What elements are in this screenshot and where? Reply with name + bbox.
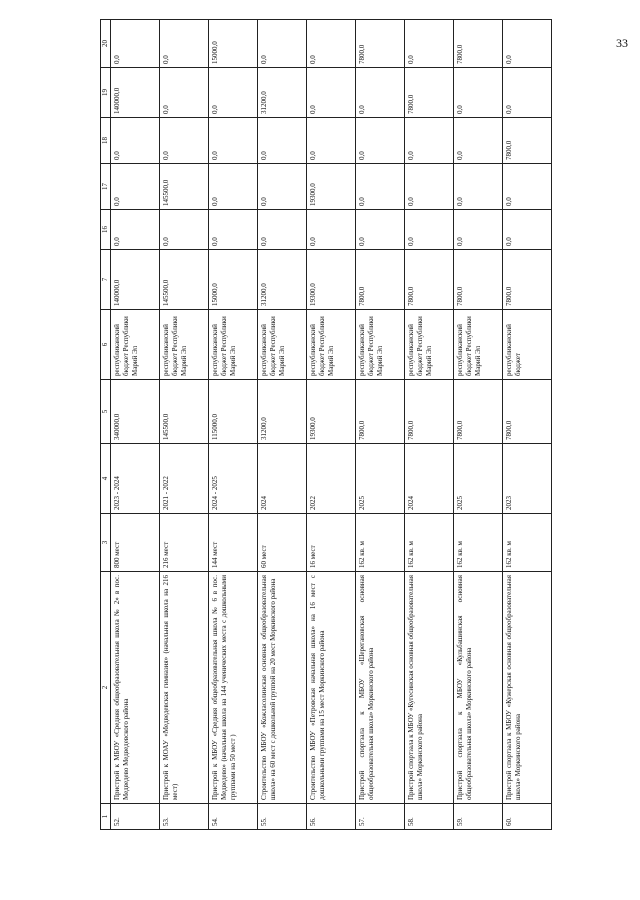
funding-source: республиканский бюджет Республики Марий Эл — [209, 310, 258, 380]
value-col-17: 0,0 — [111, 164, 160, 210]
value-col-17: 0,0 — [209, 164, 258, 210]
value-col-7: 19300,0 — [307, 250, 356, 310]
row-number: 58. — [405, 804, 454, 830]
funding-source: республиканский бюджет Республики Марий Эл — [111, 310, 160, 380]
value-col-18: 0,0 — [111, 118, 160, 164]
col-header: 1 — [101, 804, 111, 830]
value-col-7: 7800,0 — [356, 250, 405, 310]
object-name: Пристрой спортзала к МБОУ «Кульбашинская основная общеобразовательная школа» Моркинского района — [454, 572, 503, 804]
value-col-7: 7800,0 — [503, 250, 552, 310]
total-cost: 7800,0 — [405, 380, 454, 444]
col-header: 16 — [101, 210, 111, 250]
col-header: 7 — [101, 250, 111, 310]
page-number: 33 — [616, 36, 628, 50]
funding-source: республиканский бюджет Республики Марий Эл — [356, 310, 405, 380]
value-col-20: 0,0 — [258, 20, 307, 68]
value-col-20: 7800,0 — [454, 20, 503, 68]
rotated-table-container — [100, 20, 590, 830]
capacity: 144 мест — [209, 514, 258, 572]
object-name: Строительство МБОУ «Петровская начальная школа» на 16 мест с дошкольными группами на 15 мест Моркинского района — [307, 572, 356, 804]
value-col-16: 0,0 — [111, 210, 160, 250]
funding-source: республиканский бюджет Республики Марий Эл — [405, 310, 454, 380]
table-row — [209, 20, 258, 830]
value-col-20: 0,0 — [503, 20, 552, 68]
object-name: Пристрой к МБОУ «Средняя общеобразовательная школа № 6 в пос. Медведево» (начальная школа на 144 ученических места с дошкольными группами на 50 мест ) — [209, 572, 258, 804]
funding-source: республиканский бюджет Республики Марий Эл — [307, 310, 356, 380]
row-number: 60. — [503, 804, 552, 830]
table-row — [111, 20, 160, 830]
landscape-page — [100, 20, 590, 830]
object-name: Пристрой к МБОУ «Средняя общеобразовательная школа № 2» в пос. Медведево Медведевского района — [111, 572, 160, 804]
value-col-19: 140000,0 — [111, 68, 160, 118]
value-col-18: 7800,0 — [503, 118, 552, 164]
value-col-20: 7800,0 — [356, 20, 405, 68]
table-row — [454, 20, 503, 830]
capacity: 162 кв. м — [454, 514, 503, 572]
total-cost: 7800,0 — [356, 380, 405, 444]
value-col-18: 0,0 — [454, 118, 503, 164]
table-row — [405, 20, 454, 830]
table-row — [356, 20, 405, 830]
value-col-18: 0,0 — [356, 118, 405, 164]
value-col-18: 0,0 — [405, 118, 454, 164]
value-col-16: 0,0 — [160, 210, 209, 250]
funding-source: республиканский бюджет Республики Марий Эл — [160, 310, 209, 380]
col-header: 2 — [101, 572, 111, 804]
table-row — [503, 20, 552, 830]
object-name: Строительство МБОУ «Кожласолинская основная общеобразовательная школа» на 60 мест с дошкольной группой на 20 мест Моркинского района — [258, 572, 307, 804]
row-number: 57. — [356, 804, 405, 830]
value-col-20: 0,0 — [405, 20, 454, 68]
value-col-19: 31200,0 — [258, 68, 307, 118]
col-header: 3 — [101, 514, 111, 572]
row-number: 56. — [307, 804, 356, 830]
object-name: Пристрой к МОАУ «Медведевская гимназия» (начальная школа на 216 мест) — [160, 572, 209, 804]
value-col-16: 0,0 — [503, 210, 552, 250]
capacity: 60 мест — [258, 514, 307, 572]
header-row — [101, 20, 111, 830]
value-col-20: 0,0 — [307, 20, 356, 68]
row-number: 53. — [160, 804, 209, 830]
period: 2025 — [454, 444, 503, 514]
table-row — [258, 20, 307, 830]
total-cost: 19300,0 — [307, 380, 356, 444]
period: 2023 - 2024 — [111, 444, 160, 514]
col-header: 18 — [101, 118, 111, 164]
value-col-7: 31200,0 — [258, 250, 307, 310]
value-col-7: 140000,0 — [111, 250, 160, 310]
value-col-17: 19300,0 — [307, 164, 356, 210]
col-header: 20 — [101, 20, 111, 68]
capacity: 162 кв. м — [356, 514, 405, 572]
row-number: 55. — [258, 804, 307, 830]
capacity: 16 мест — [307, 514, 356, 572]
total-cost: 31200,0 — [258, 380, 307, 444]
row-number: 54. — [209, 804, 258, 830]
value-col-18: 0,0 — [160, 118, 209, 164]
value-col-19: 0,0 — [356, 68, 405, 118]
period: 2024 - 2025 — [209, 444, 258, 514]
row-number: 52. — [111, 804, 160, 830]
table-row — [307, 20, 356, 830]
period: 2023 — [503, 444, 552, 514]
table-row — [160, 20, 209, 830]
value-col-7: 7800,0 — [454, 250, 503, 310]
total-cost: 145500,0 — [160, 380, 209, 444]
period: 2022 — [307, 444, 356, 514]
total-cost: 7800,0 — [454, 380, 503, 444]
value-col-17: 0,0 — [454, 164, 503, 210]
value-col-19: 0,0 — [209, 68, 258, 118]
value-col-18: 0,0 — [209, 118, 258, 164]
value-col-19: 0,0 — [160, 68, 209, 118]
value-col-19: 0,0 — [503, 68, 552, 118]
period: 2024 — [405, 444, 454, 514]
value-col-20: 0,0 — [111, 20, 160, 68]
capacity: 800 мест — [111, 514, 160, 572]
value-col-16: 0,0 — [356, 210, 405, 250]
period: 2025 — [356, 444, 405, 514]
value-col-19: 0,0 — [307, 68, 356, 118]
funding-source: республиканский бюджет — [503, 310, 552, 380]
value-col-16: 0,0 — [258, 210, 307, 250]
period: 2021 - 2022 — [160, 444, 209, 514]
total-cost: 7800,0 — [503, 380, 552, 444]
value-col-20: 0,0 — [160, 20, 209, 68]
value-col-7: 15000,0 — [209, 250, 258, 310]
value-col-18: 0,0 — [258, 118, 307, 164]
object-name: Пристрой спортзала к МБОУ «Шерегановская основная общеобразовательная школа» Моркинского района — [356, 572, 405, 804]
value-col-17: 0,0 — [356, 164, 405, 210]
value-col-17: 0,0 — [503, 164, 552, 210]
capacity: 216 мест — [160, 514, 209, 572]
col-header: 17 — [101, 164, 111, 210]
object-name: Пристрой спортзала к МБОУ «Кугесинская основная общеобразовательная школа» Моркинского района — [405, 572, 454, 804]
total-cost: 115000,0 — [209, 380, 258, 444]
value-col-18: 0,0 — [307, 118, 356, 164]
col-header: 19 — [101, 68, 111, 118]
row-number: 59. — [454, 804, 503, 830]
col-header: 4 — [101, 444, 111, 514]
col-header: 6 — [101, 310, 111, 380]
value-col-19: 0,0 — [454, 68, 503, 118]
value-col-7: 145500,0 — [160, 250, 209, 310]
value-col-17: 0,0 — [258, 164, 307, 210]
value-col-7: 7800,0 — [405, 250, 454, 310]
capacity: 162 кв. м — [405, 514, 454, 572]
value-col-16: 0,0 — [454, 210, 503, 250]
value-col-20: 15000,0 — [209, 20, 258, 68]
capacity: 162 кв. м — [503, 514, 552, 572]
value-col-16: 0,0 — [209, 210, 258, 250]
funding-source: республиканский бюджет Республики Марий Эл — [258, 310, 307, 380]
value-col-16: 0,0 — [307, 210, 356, 250]
funding-source: республиканский бюджет Республики Марий Эл — [454, 310, 503, 380]
period: 2024 — [258, 444, 307, 514]
col-header: 5 — [101, 380, 111, 444]
value-col-16: 0,0 — [405, 210, 454, 250]
value-col-19: 7800,0 — [405, 68, 454, 118]
object-name: Пристрой спортзала к МБОУ «Кужерская основная общеобразовательная школа» Моркинского района — [503, 572, 552, 804]
objects-table — [100, 19, 552, 830]
total-cost: 340000,0 — [111, 380, 160, 444]
value-col-17: 0,0 — [405, 164, 454, 210]
value-col-17: 145500,0 — [160, 164, 209, 210]
